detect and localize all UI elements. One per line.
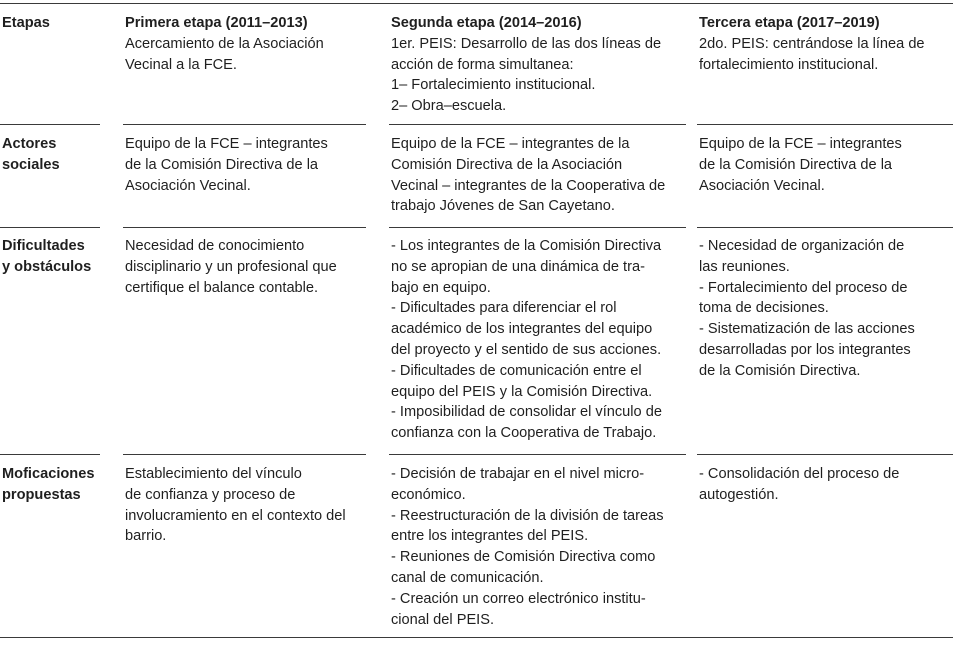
cell-line: - Decisión de trabajar en el nivel micro-	[391, 466, 645, 482]
header-col2	[391, 13, 661, 117]
row-rule-dificultades-col2	[389, 454, 686, 455]
header-col1	[125, 13, 324, 75]
row-label-modificaciones	[2, 464, 94, 506]
row-rule-actores-col3	[697, 227, 953, 228]
cell-line: - Necesidad de organización de	[699, 238, 905, 254]
cell-line: bajo en equipo.	[391, 279, 491, 296]
cell-line: económico.	[391, 486, 466, 503]
header-col3-line: fortalecimiento institucional.	[699, 56, 879, 73]
cell-line: entre los integrantes del PEIS.	[391, 528, 589, 545]
row-label-line: propuestas	[2, 486, 81, 503]
row-rule-actores-label	[0, 227, 100, 228]
cell-line: confianza con la Cooperativa de Trabajo.	[391, 425, 657, 442]
header-col2-line: 2– Obra–escuela.	[391, 98, 507, 115]
row-rule-dificultades-label	[0, 454, 100, 455]
header-col3-line: 2do. PEIS: centrándose la línea de	[699, 35, 925, 52]
row-rule-dificultades-col3	[697, 454, 953, 455]
cell-line: - Reuniones de Comisión Directiva como	[391, 549, 656, 566]
row-rule-header-col1	[123, 124, 366, 125]
cell-line: de la Comisión Directiva.	[699, 362, 861, 379]
row-label-dificultades	[2, 236, 91, 278]
cell-line: - Dificultades de comunicación entre el	[391, 362, 642, 379]
table-bottom-rule	[0, 637, 953, 638]
actores-col1	[125, 134, 328, 196]
row-rule-actores-col2	[389, 227, 686, 228]
cell-line: toma de decisiones.	[699, 300, 829, 317]
row-rule-header-col2	[389, 124, 686, 125]
cell-line: Necesidad de conocimiento	[125, 238, 305, 254]
cell-line: académico de los integrantes del equipo	[391, 321, 653, 338]
table-top-rule	[0, 3, 953, 4]
header-col2-title: Segunda etapa (2014–2016)	[391, 15, 582, 31]
modificaciones-col2	[391, 464, 664, 630]
cell-line: involucramiento en el contexto del	[125, 507, 346, 524]
cell-line: Equipo de la FCE – integrantes de la	[391, 136, 630, 152]
cell-line: - Dificultades para diferenciar el rol	[391, 300, 617, 317]
modificaciones-col1	[125, 464, 346, 547]
row-rule-dificultades-col1	[123, 454, 366, 455]
cell-line: no se apropian de una dinámica de tra-	[391, 258, 645, 275]
cell-line: de confianza y proceso de	[125, 486, 296, 503]
cell-line: Asociación Vecinal.	[699, 177, 825, 194]
row-label-line: Moficaciones	[2, 466, 95, 482]
header-etapas	[2, 13, 50, 34]
row-label-line: Dificultades	[2, 238, 85, 254]
row-rule-header-label	[0, 124, 100, 125]
cell-line: Vecinal – integrantes de la Cooperativa de	[391, 177, 666, 194]
cell-line: trabajo Jóvenes de San Cayetano.	[391, 198, 615, 215]
header-col2-line: acción de forma simultanea:	[391, 56, 574, 73]
cell-line: equipo del PEIS y la Comisión Directiva.	[391, 383, 653, 400]
header-col2-line: 1– Fortalecimiento institucional.	[391, 77, 596, 94]
cell-line: desarrolladas por los integrantes	[699, 341, 911, 358]
header-col1-line: Vecinal a la FCE.	[125, 56, 237, 73]
header-etapas-label: Etapas	[2, 15, 50, 31]
cell-line: - Imposibilidad de consolidar el vínculo de	[391, 404, 662, 421]
cell-line: cional del PEIS.	[391, 611, 495, 628]
row-label-line: y obstáculos	[2, 258, 92, 275]
cell-line: Equipo de la FCE – integrantes	[125, 136, 328, 152]
modificaciones-col3	[699, 464, 899, 506]
cell-line: disciplinario y un profesional que	[125, 258, 337, 275]
cell-line: Equipo de la FCE – integrantes	[699, 136, 902, 152]
cell-line: - Reestructuración de la división de tareas	[391, 507, 664, 524]
cell-line: Establecimiento del vínculo	[125, 466, 302, 482]
dificultades-col2	[391, 236, 662, 444]
cell-line: - Consolidación del proceso de	[699, 466, 900, 482]
row-rule-header-col3	[697, 124, 953, 125]
cell-line: Comisión Directiva de la Asociación	[391, 156, 623, 173]
header-col1-line: Acercamiento de la Asociación	[125, 35, 324, 52]
cell-line: - Sistematización de las acciones	[699, 321, 915, 338]
actores-col3	[699, 134, 902, 196]
row-label-line: sociales	[2, 156, 60, 173]
dificultades-col3	[699, 236, 915, 382]
cell-line: Asociación Vecinal.	[125, 177, 251, 194]
header-col1-title: Primera etapa (2011–2013)	[125, 15, 308, 31]
cell-line: - Fortalecimiento del proceso de	[699, 279, 908, 296]
row-label-actores	[2, 134, 60, 176]
header-col3-title: Tercera etapa (2017–2019)	[699, 15, 880, 31]
cell-line: autogestión.	[699, 486, 779, 503]
cell-line: de la Comisión Directiva de la	[125, 156, 319, 173]
actores-col2	[391, 134, 665, 217]
cell-line: canal de comunicación.	[391, 569, 544, 586]
row-rule-actores-col1	[123, 227, 366, 228]
cell-line: barrio.	[125, 528, 167, 545]
header-col3	[699, 13, 925, 75]
cell-line: de la Comisión Directiva de la	[699, 156, 893, 173]
cell-line: - Los integrantes de la Comisión Directiva	[391, 238, 662, 254]
row-label-line: Actores	[2, 136, 57, 152]
header-col2-line: 1er. PEIS: Desarrollo de las dos líneas de	[391, 35, 662, 52]
cell-line: las reuniones.	[699, 258, 790, 275]
dificultades-col1	[125, 236, 337, 298]
cell-line: certifique el balance contable.	[125, 279, 319, 296]
cell-line: - Creación un correo electrónico institu-	[391, 590, 646, 607]
cell-line: del proyecto y el sentido de sus acciones.	[391, 341, 662, 358]
